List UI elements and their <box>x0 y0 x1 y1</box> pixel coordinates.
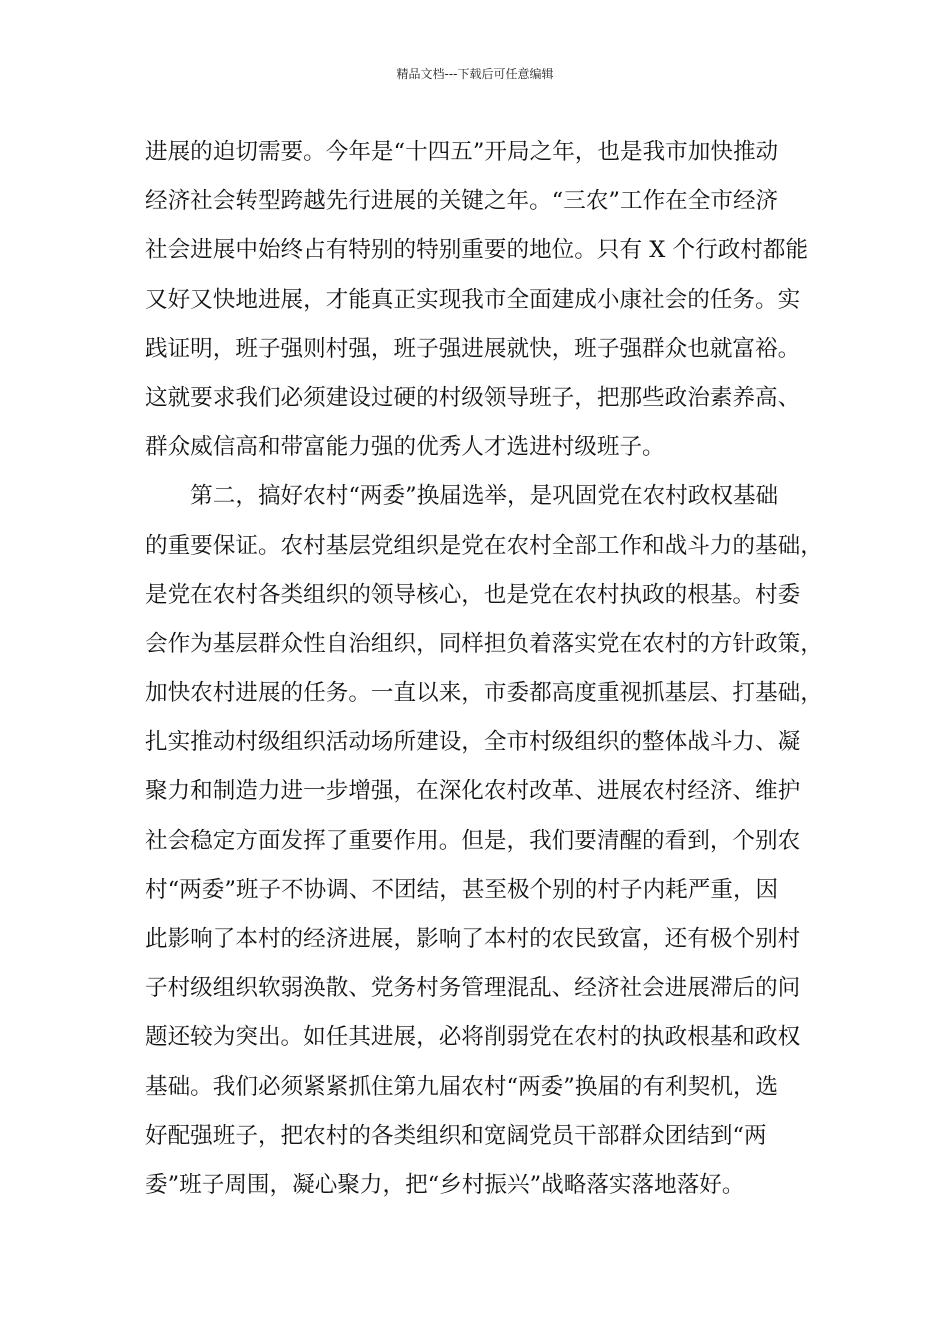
text-line-15: 社会稳定方面发挥了重要作用。但是，我们要清醒的看到，个别农 <box>145 827 801 854</box>
text-line-14: 聚力和制造力进一步增强，在深化农村改革、进展农村经济、维护 <box>145 778 801 805</box>
text-line-11: 会作为基层群众性自治组织，同样担负着落实党在农村的方针政策， <box>145 630 823 657</box>
text-line-8: 第二，搞好农村“两委”换届选举，是巩固党在农村政权基础 <box>145 483 779 510</box>
text-line-20: 基础。我们必须紧紧抓住第九届农村“两委”换届的有利契机，选 <box>145 1073 779 1100</box>
text-line-18: 子村级组织软弱涣散、党务村务管理混乱、经济社会进展滞后的问 <box>145 975 801 1002</box>
text-line-4: 又好又快地进展，才能真正实现我市全面建成小康社会的任务。实 <box>145 286 801 313</box>
text-line-13: 扎实推动村级组织活动场所建设，全市村级组织的整体战斗力、凝 <box>145 729 801 756</box>
text-line-21: 好配强班子，把农村的各类组织和宽阔党员干部群众团结到“两 <box>145 1122 767 1149</box>
text-line-22: 委”班子周围，凝心聚力，把“乡村振兴”战略落实落地落好。 <box>145 1171 745 1198</box>
text-line-16: 村“两委”班子不协调、不团结，甚至极个别的村子内耗严重，因 <box>145 876 779 903</box>
text-line-7: 群众威信高和带富能力强的优秀人才选进村级班子。 <box>145 434 665 461</box>
text-line-2: 经济社会转型跨越先行进展的关键之年。“三农”工作在全市经济 <box>145 188 779 215</box>
document-body <box>145 128 825 1210</box>
text-line-19: 题还较为突出。如任其进展，必将削弱党在农村的执政根基和政权 <box>145 1024 801 1051</box>
page-header: 精品文档---下载后可任意编辑 <box>396 67 554 81</box>
text-line-1: 进展的迫切需要。今年是“十四五”开局之年，也是我市加快推动 <box>145 139 779 165</box>
text-line-12: 加快农村进展的任务。一直以来，市委都高度重视抓基层、打基础， <box>145 680 823 707</box>
text-line-10: 是党在农村各类组织的领导核心，也是党在农村执政的根基。村委 <box>145 581 801 608</box>
text-line-6: 这就要求我们必须建设过硬的村级领导班子，把那些政治素养高、 <box>145 384 801 411</box>
text-line-5: 践证明，班子强则村强，班子强进展就快，班子强群众也就富裕。 <box>145 335 801 362</box>
text-line-9: 的重要保证。农村基层党组织是党在农村全部工作和战斗力的基础， <box>145 532 823 559</box>
text-line-17: 此影响了本村的经济进展，影响了本村的农民致富，还有极个别村 <box>145 926 801 952</box>
text-line-3: 社会进展中始终占有特别的特别重要的地位。只有 X 个行政村都能 <box>145 237 809 264</box>
